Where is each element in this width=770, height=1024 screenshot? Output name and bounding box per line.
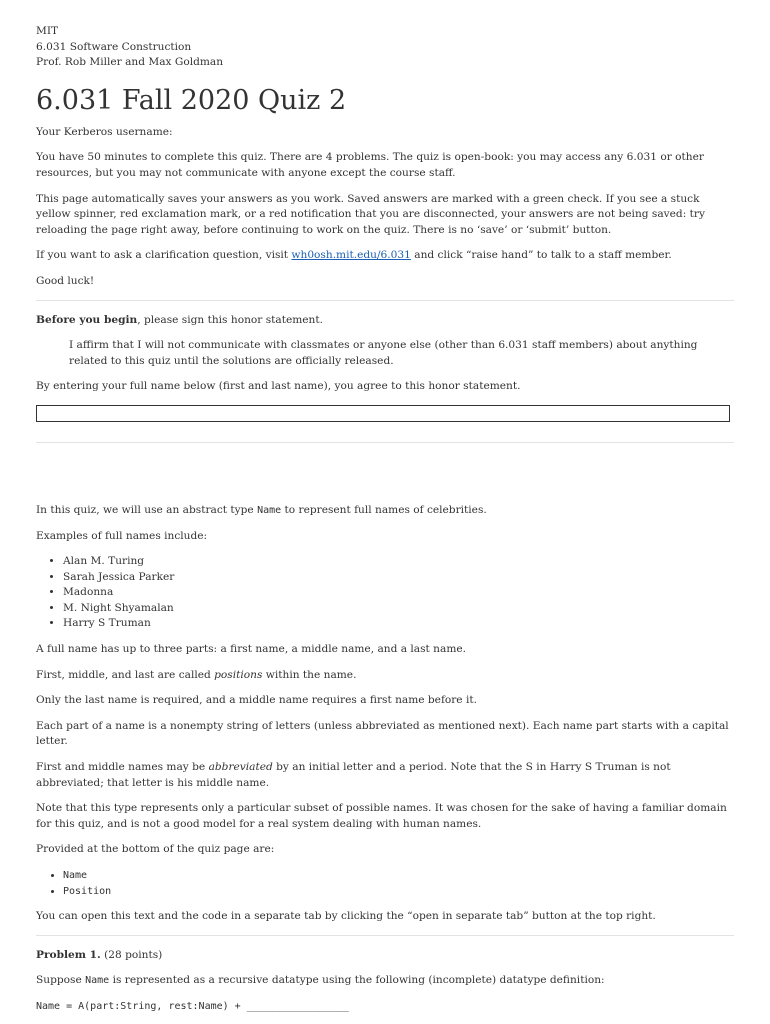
overview-intro-after: to represent full names of celebrities. <box>281 503 487 516</box>
divider <box>36 935 734 936</box>
honor-intro <box>36 313 734 329</box>
course-text: 6.031 Software Construction <box>36 40 192 53</box>
divider <box>36 300 734 301</box>
examples-list <box>36 554 734 632</box>
problem-1-intro <box>36 973 734 989</box>
name-type-code: Name <box>257 504 282 516</box>
problem-1-points: (28 points) <box>100 948 163 961</box>
overview-intro <box>36 503 734 519</box>
honor-statement: I affirm that I will not communicate with classmates or anyone else (other than 6.031 staff members) about anything related to this quiz until the solutions are officially released. <box>69 339 698 367</box>
datatype-definition-code: Name = A(part:String, rest:Name) + _________________ <box>36 1000 350 1012</box>
honor-agree-text: By entering your full name below (first and last name), you agree to this honor statement. <box>36 380 521 393</box>
problem-1-intro-after: is represented as a recursive datatype using the following (incomplete) datatype definition: <box>109 974 605 987</box>
list-item: • M. Night Shyamalan <box>63 601 734 617</box>
provided-intro: Provided at the bottom of the quiz page are: <box>36 843 275 856</box>
before-you-begin-label: Before you begin <box>36 313 138 326</box>
intro-paragraph-1: You have 50 minutes to complete this quiz. There are 4 problems. The quiz is open-book: you may access any 6.031 or other resources, but you may not communicate with anyone except the course staff. <box>36 151 704 179</box>
intro-p3-before: If you want to ask a clarification question, visit <box>36 249 292 262</box>
list-item: • Madonna <box>63 585 734 601</box>
positions-emphasis: positions <box>214 668 263 681</box>
nonempty-text: Each part of a name is a nonempty string of letters (unless abbreviated as mentioned next). Each name part starts with a capital letter. <box>36 719 729 748</box>
abbrev-before: First and middle names may be <box>36 761 209 774</box>
problem-1-heading <box>36 948 734 964</box>
list-item: • Alan M. Turing <box>63 554 734 570</box>
intro-p3-after: and click “raise hand” to talk to a staff member. <box>410 249 672 262</box>
professors-text: Prof. Rob Miller and Max Goldman <box>36 56 224 69</box>
note-text: Note that this type represents only a particular subset of possible names. It was chosen for the sake of having a familiar domain for this quiz, and is not a good model for a real system dealing with human names. <box>36 802 727 830</box>
good-luck-text: Good luck! <box>36 274 95 287</box>
spacer <box>36 455 734 503</box>
open-tab-text: You can open this text and the code in a separate tab by clicking the “open in separate tab” button at the top right. <box>36 910 656 923</box>
problem-1-intro-before: Suppose <box>36 974 86 987</box>
page-title: 6.031 Fall 2020 Quiz 2 <box>36 84 347 116</box>
course-header <box>36 24 734 71</box>
name-type-code: Name <box>85 975 110 987</box>
kerberos-label: Your Kerberos username: <box>36 125 173 138</box>
positions-text <box>36 668 734 684</box>
intro-paragraph-2: This page automatically saves your answers as you work. Saved answers are marked with a green check. If you see a stuck yellow spinner, red exclamation mark, or a red notification that you are disconnected, your answers are not being saved: try reloading the page right away, before continuing to work on the quiz. There is no ‘save’ or ‘submit’ button. <box>36 192 705 236</box>
institution-text: MIT <box>36 25 59 37</box>
overview-intro-before: In this quiz, we will use an abstract type <box>36 503 258 516</box>
abbreviated-text <box>36 760 734 791</box>
list-item: • Harry S Truman <box>63 616 734 632</box>
required-text: Only the last name is required, and a middle name requires a first name before it. <box>36 694 477 707</box>
whoosh-link[interactable]: wh0osh.mit.edu/6.031 <box>291 249 411 262</box>
honor-intro-rest: , please sign this honor statement. <box>137 313 323 326</box>
problem-1-label: Problem 1. <box>36 948 101 961</box>
divider <box>36 442 734 443</box>
list-item: • Name <box>63 868 734 884</box>
list-item: • Sarah Jessica Parker <box>63 570 734 586</box>
parts-text: A full name has up to three parts: a first name, a middle name, and a last name. <box>36 643 466 656</box>
abbrev-after: by an initial letter and a period. Note that the S in Harry S Truman is not abbreviated; that letter is his middle name. <box>36 761 671 789</box>
positions-after: within the name. <box>262 668 357 681</box>
examples-intro: Examples of full names include: <box>36 529 208 542</box>
positions-before: First, middle, and last are called <box>36 668 215 681</box>
full-name-input[interactable] <box>36 405 730 422</box>
list-item: • Position <box>63 884 734 900</box>
provided-list <box>36 868 734 899</box>
intro-paragraph-3 <box>36 248 734 264</box>
abbrev-emphasis: abbreviated <box>208 761 273 774</box>
